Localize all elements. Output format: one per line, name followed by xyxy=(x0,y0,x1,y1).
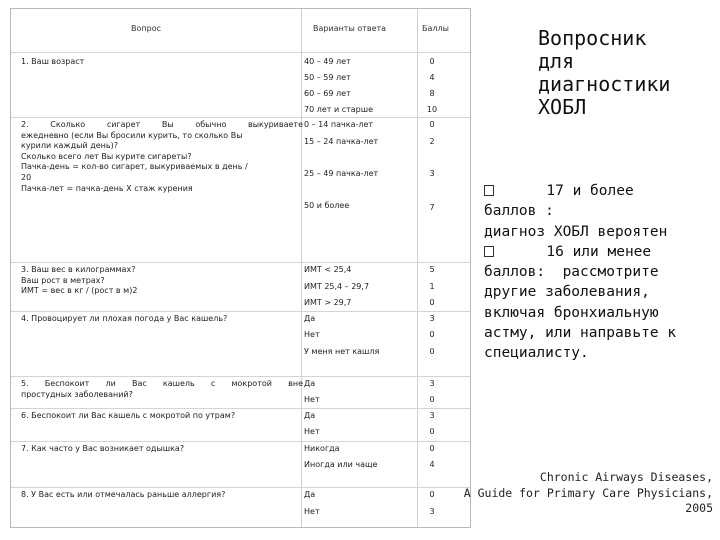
option-label: 15 – 24 пачка-лет xyxy=(304,137,379,146)
header-score: Баллы xyxy=(422,24,449,33)
option-label: Иногда или чаще xyxy=(304,460,378,469)
question-2: 2. Сколько сигарет Вы обычно выкуриваете ежедневно (если Вы бросили курить, то сколько Вы курили каждый день)? Сколько всего лет Вы курите сигареты? Пачка-день = кол-во сигарет, выкуриваемых в день / 20 Пачка-лет = пачка-день Х стаж курения xyxy=(21,120,303,193)
option-label: 0 – 14 пачка-лет xyxy=(304,120,374,129)
column-divider xyxy=(417,9,418,527)
option-score: 0 xyxy=(429,347,435,356)
option-label: Никогда xyxy=(304,444,340,453)
option-score: 1 xyxy=(429,282,435,291)
option-score: 3 xyxy=(429,507,435,516)
question-5: 5. Беспокоит ли Вас кашель с мокротой вне простудных заболеваний? xyxy=(21,379,303,399)
option-label: ИМТ < 25,4 xyxy=(304,265,352,274)
option-score: 0 xyxy=(429,395,435,404)
option-label: У меня нет кашля xyxy=(304,347,380,356)
questionnaire-table xyxy=(10,8,471,528)
option-label: Да xyxy=(304,411,316,420)
option-label: Нет xyxy=(304,395,320,404)
checkbox-icon xyxy=(484,246,494,257)
row-divider xyxy=(11,408,470,409)
row-divider xyxy=(11,487,470,488)
header-question: Вопрос xyxy=(131,24,161,33)
option-label: 50 и более xyxy=(304,201,350,210)
option-score: 4 xyxy=(429,460,435,469)
question-8: 8. У Вас есть или отмечалась раньше аллергия? xyxy=(21,490,226,499)
option-score: 0 xyxy=(429,444,435,453)
option-label: 50 – 59 лет xyxy=(304,73,351,82)
option-score: 2 xyxy=(429,137,435,146)
option-label: Да xyxy=(304,379,316,388)
option-label: Да xyxy=(304,490,316,499)
option-label: Нет xyxy=(304,427,320,436)
row-divider xyxy=(11,441,470,442)
row-divider xyxy=(11,376,470,377)
question-4: 4. Провоцирует ли плохая погода у Вас кашель? xyxy=(21,314,228,323)
option-label: Да xyxy=(304,314,316,323)
option-score: 5 xyxy=(429,265,435,274)
source-citation: Chronic Airways Diseases, A Guide for Primary Care Physicians, 2005 xyxy=(463,470,713,515)
option-score: 0 xyxy=(429,120,435,129)
option-label: Нет xyxy=(304,330,320,339)
option-score: 3 xyxy=(429,314,435,323)
option-score: 8 xyxy=(429,89,435,98)
page-title: Вопросник для диагностики ХОБЛ xyxy=(538,26,671,119)
option-score: 3 xyxy=(429,379,435,388)
question-1: 1. Ваш возраст xyxy=(21,57,85,66)
row-divider xyxy=(11,262,470,263)
option-label: 70 лет и старше xyxy=(304,105,373,114)
option-score: 7 xyxy=(429,203,435,212)
option-score: 0 xyxy=(429,427,435,436)
option-label: 25 – 49 пачка-лет xyxy=(304,169,379,178)
option-score: 3 xyxy=(429,411,435,420)
option-score: 0 xyxy=(429,330,435,339)
option-label: 40 – 49 лет xyxy=(304,57,351,66)
checkbox-icon xyxy=(484,185,494,196)
header-options: Варианты ответа xyxy=(313,24,387,33)
option-score: 0 xyxy=(429,298,435,307)
question-3: 3. Ваш вес в килограммах? Ваш рост в метрах? ИМТ = вес в кг / (рост в м)2 xyxy=(21,265,138,296)
option-score: 4 xyxy=(429,73,435,82)
row-divider xyxy=(11,52,470,53)
option-label: ИМТ > 29,7 xyxy=(304,298,352,307)
row-divider xyxy=(11,311,470,312)
question-6: 6. Беспокоит ли Вас кашель с мокротой по утрам? xyxy=(21,411,236,420)
option-label: Нет xyxy=(304,507,320,516)
option-score: 0 xyxy=(429,57,435,66)
question-7: 7. Как часто у Вас возникает одышка? xyxy=(21,444,185,453)
option-score: 10 xyxy=(426,105,438,114)
row-divider xyxy=(11,117,470,118)
score-interpretation: 17 и более баллов : диагноз ХОБЛ вероятен 16 или менее баллов: рассмотрите другие заболевания, включая бронхиальную астму, или направьте к специалисту. xyxy=(484,183,677,362)
option-label: ИМТ 25,4 – 29,7 xyxy=(304,282,370,291)
option-label: 60 – 69 лет xyxy=(304,89,351,98)
option-score: 3 xyxy=(429,169,435,178)
option-score: 0 xyxy=(429,490,435,499)
